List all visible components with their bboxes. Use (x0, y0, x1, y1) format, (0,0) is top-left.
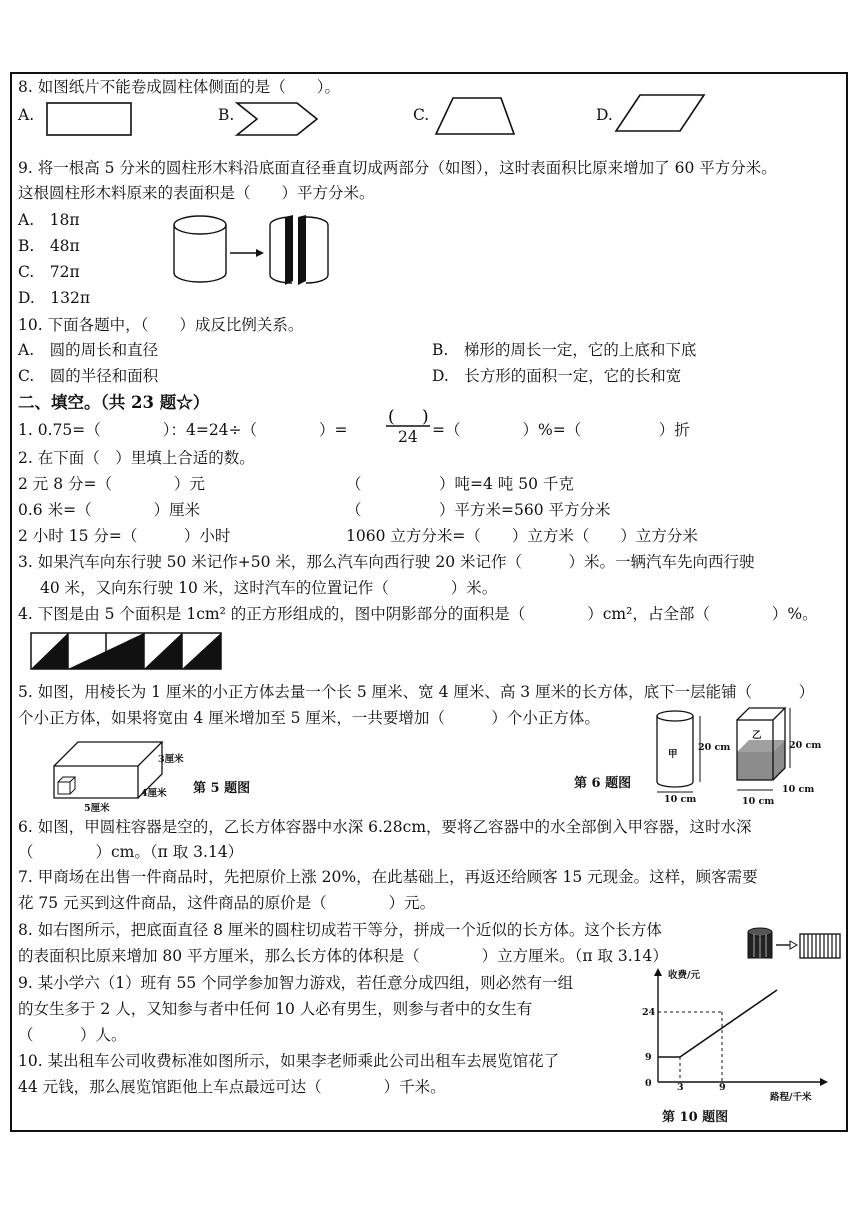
f9-line1: 9. 某小学六（1）班有 55 个同学参加智力游戏，若任意分成四组，则必然有一组 (18, 974, 574, 992)
q10-option-c: C. 圆的半径和面积 (18, 367, 159, 385)
f1-denominator: 24 (398, 428, 418, 446)
y-axis-label: 收费/元 (668, 970, 700, 981)
x-tick-3: 3 (677, 1082, 684, 1093)
f5-line1: 5. 如图，用棱长为 1 厘米的小正方体去量一个长 5 厘米、宽 4 厘米、高 3 厘米的长方体，底下一层能铺（ ） (18, 683, 815, 701)
x-axis-label: 路程/千米 (770, 1092, 812, 1103)
yi-width-label: 10 cm (742, 796, 775, 807)
q8-option-d: D. (596, 106, 613, 124)
svg-text:): ) (422, 407, 429, 427)
f10-line1: 10. 某出租车公司收费标准如图所示，如果李老师乘此公司出租车去展览馆花了 (18, 1052, 560, 1070)
f7-line2: 花 75 元买到这件商品，这件商品的原价是（ ）元。 (18, 894, 436, 912)
q9-option-b: B. 48π (18, 237, 80, 255)
taxi-fare-graph (640, 968, 830, 1098)
f2-row3-b: 1060 立方分米=（ ）立方米（ ）立方分米 (346, 527, 698, 545)
f1-right: =（ ）%=（ ）折 (432, 421, 690, 439)
y-tick-24: 24 (642, 1007, 656, 1018)
label-yi: 乙 (752, 730, 762, 741)
cylinder-to-cuboid-figure (746, 926, 846, 966)
dim-length-label: 5厘米 (84, 803, 110, 814)
f1-left: 1. 0.75=（ ）：4=24÷（ ）= (18, 421, 348, 439)
x-tick-9: 9 (719, 1082, 726, 1093)
caption-q5: 第 5 题图 (193, 781, 251, 796)
yi-height-label: 20 cm (789, 740, 822, 751)
f2-row1-b: （ ）吨=4 吨 50 千克 (346, 475, 574, 493)
f3-line2: 40 米，又向东行驶 10 米，这时汽车的位置记作（ ）米。 (40, 579, 498, 597)
f2-stem: 2. 在下面（ ）里填上合适的数。 (18, 449, 255, 467)
f8-line2: 的表面积比原来增加 80 平方厘米，那么长方体的体积是（ ）立方厘米。（π 取 3.14） (18, 947, 668, 965)
jia-diameter-label: 10 cm (664, 794, 697, 805)
svg-text:(: ( (388, 407, 395, 427)
f2-row2-b: （ ）平方米=560 平方分米 (346, 501, 611, 519)
q9-option-d: D. 132π (18, 289, 91, 307)
f2-row3-a: 2 小时 15 分=（ ）小时 (18, 527, 231, 545)
q8-option-b: B. (218, 106, 235, 124)
q8-option-a: A. (18, 106, 35, 124)
f6-line2: （ ）cm。（π 取 3.14） (18, 843, 244, 861)
f2-row1-a: 2 元 8 分=（ ）元 (18, 475, 205, 493)
f4-text: 4. 下图是由 5 个面积是 1cm² 的正方形组成的，图中阴影部分的面积是（ ）cm²，占全部（ ）%。 (18, 605, 818, 623)
f9-line3: （ ）人。 (18, 1026, 127, 1044)
q8-option-c: C. (413, 106, 430, 124)
rectangle-shape (35, 100, 135, 140)
squares-shading-figure (30, 632, 230, 672)
y-tick-9: 9 (645, 1052, 652, 1063)
jia-height-label: 20 cm (698, 742, 731, 753)
dim-height-label: 3厘米 (158, 754, 184, 765)
q9-option-a: A. 18π (18, 211, 80, 229)
q9-line1: 9. 将一根高 5 分米的圆柱形木料沿底面直径垂直切成两部分（如图），这时表面积比原来增加了 60 平方分米。 (18, 159, 777, 177)
f5-line2: 个小正方体，如果将宽由 4 厘米增加至 5 厘米，一共要增加（ ）个小正方体。 (18, 709, 600, 727)
trapezoid-shape (428, 96, 528, 136)
f9-line2: 的女生多于 2 人，又知参与者中任何 10 人必有男生，则参与者中的女生有 (18, 1000, 533, 1018)
parallelogram-shape (612, 93, 712, 133)
dim-width-label: 4厘米 (141, 788, 167, 799)
q9-line2: 这根圆柱形木料原来的表面积是（ ）平方分米。 (18, 184, 375, 202)
q10-stem: 10. 下面各题中，（ ）成反比例关系。 (18, 316, 304, 334)
section2-title: 二、填空。（共 23 题☆） (18, 393, 210, 412)
q9-option-c: C. 72π (18, 263, 80, 281)
caption-q6: 第 6 题图 (574, 776, 632, 791)
q10-option-d: D. 长方形的面积一定，它的长和宽 (432, 367, 682, 385)
f10-line2: 44 元钱，那么展览馆距他上车点最远可达（ ）千米。 (18, 1078, 446, 1096)
yi-depth-label: 10 cm (782, 784, 815, 795)
q10-option-a: A. 圆的周长和直径 (18, 341, 159, 359)
f8-line1: 8. 如右图所示，把底面直径 8 厘米的圆柱切成若干等分，拼成一个近似的长方体。这个长方体 (18, 921, 662, 939)
caption-q10: 第 10 题图 (662, 1110, 729, 1125)
chevron-shape (232, 100, 332, 140)
q8-stem: 8. 如图纸片不能卷成圆柱体侧面的是（ ）。 (18, 78, 340, 96)
label-jia: 甲 (668, 749, 678, 760)
q10-option-b: B. 梯形的周长一定，它的上底和下底 (432, 341, 697, 359)
cylinder-cut-figure (172, 213, 352, 293)
origin-label: 0 (645, 1078, 652, 1089)
f6-line1: 6. 如图，甲圆柱容器是空的，乙长方体容器中水深 6.28cm，要将乙容器中的水全部倒入甲容器，这时水深 (18, 818, 752, 836)
f2-row2-a: 0.6 米=（ ）厘米 (18, 501, 201, 519)
f7-line1: 7. 甲商场在出售一件商品时，先把原价上涨 20%，在此基础上，再返还给顾客 15 元现金。这样，顾客需要 (18, 868, 758, 886)
f3-line1: 3. 如果汽车向东行驶 50 米记作+50 米，那么汽车向西行驶 20 米记作（ ）米。一辆汽车先向西行驶 (18, 553, 755, 571)
